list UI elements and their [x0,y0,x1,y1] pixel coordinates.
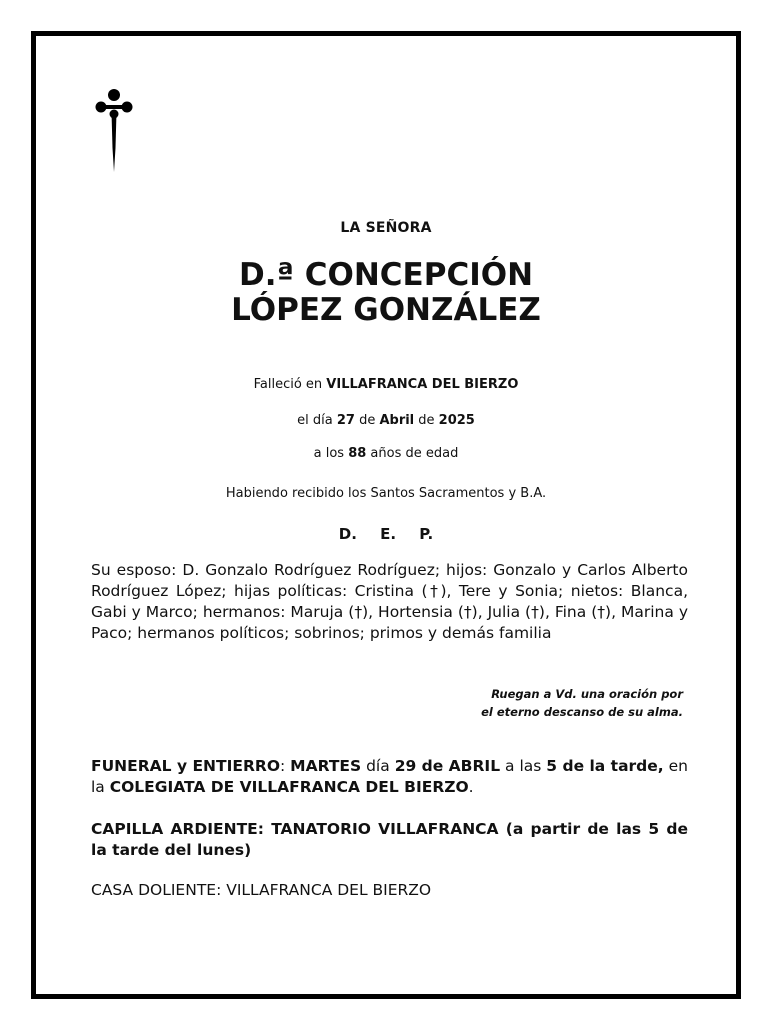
funeral-time: 5 de la tarde, [546,757,664,775]
prayer-line-1: Ruegan a Vd. una oración por [491,687,683,701]
capilla-info [91,819,688,861]
capilla-text: TANATORIO VILLAFRANCA (a partir de las 5 de la tarde del lunes) [91,820,688,859]
death-year: 2025 [438,413,475,428]
funeral-info [91,756,688,798]
casa-doliente: CASA DOLIENTE: VILLAFRANCA DEL BIERZO [91,881,432,899]
funeral-weekday: MARTES [290,757,362,775]
funeral-a-las: a las [500,757,547,775]
name-line-2: LÓPEZ GONZÁLEZ [231,292,541,328]
funeral-label: FUNERAL y ENTIERRO [91,757,280,775]
age-value: 88 [348,446,367,461]
deceased-name [36,258,736,328]
funeral-colon: : [280,757,291,775]
place-prefix: Falleció en [253,377,327,392]
capilla-colon: : [257,820,272,838]
death-month: Abril [379,413,415,428]
death-date-line [36,413,736,428]
funeral-dia: día [361,757,395,775]
funeral-en-la: en la [91,757,688,796]
date-de-2: de [414,413,439,428]
age-line [36,446,736,461]
death-place-line [36,377,736,392]
funeral-place: COLEGIATA DE VILLAFRANCA DEL BIERZO [109,778,469,796]
date-prefix: el día [297,413,337,428]
name-line-1: D.ª CONCEPCIÓN [238,257,534,293]
date-de-1: de [354,413,380,428]
title-la-senora: LA SEÑORA [340,220,432,236]
age-prefix: a los [313,446,349,461]
death-place: VILLAFRANCA DEL BIERZO [326,377,519,392]
family-paragraph: Su esposo: D. Gonzalo Rodríguez Rodríguez; hijos: Gonzalo y Carlos Alberto Rodríguez López; hijas políticas: Cristina (†), Tere y Sonia; nietos: Blanca, Gabi y Marco; hermanos: Maruja (†), Hortensia (†), Julia (†), Fina (†), Marina y Paco; hermanos políticos; sobrinos; primos y demás familia [91,561,688,642]
prayer-request [481,685,683,721]
sacraments-line: Habiendo recibido los Santos Sacramentos y B.A. [225,486,547,501]
age-suffix: años de edad [366,446,459,461]
prayer-line-2: el eterno descanso de su alma. [481,705,683,719]
dep-heading: D. E. P. [338,525,434,543]
funeral-date: 29 de ABRIL [394,757,501,775]
capilla-label: CAPILLA ARDIENTE [91,820,258,838]
funeral-end: . [468,778,474,796]
santiago-cross-icon [95,88,133,172]
death-day: 27 [336,413,355,428]
